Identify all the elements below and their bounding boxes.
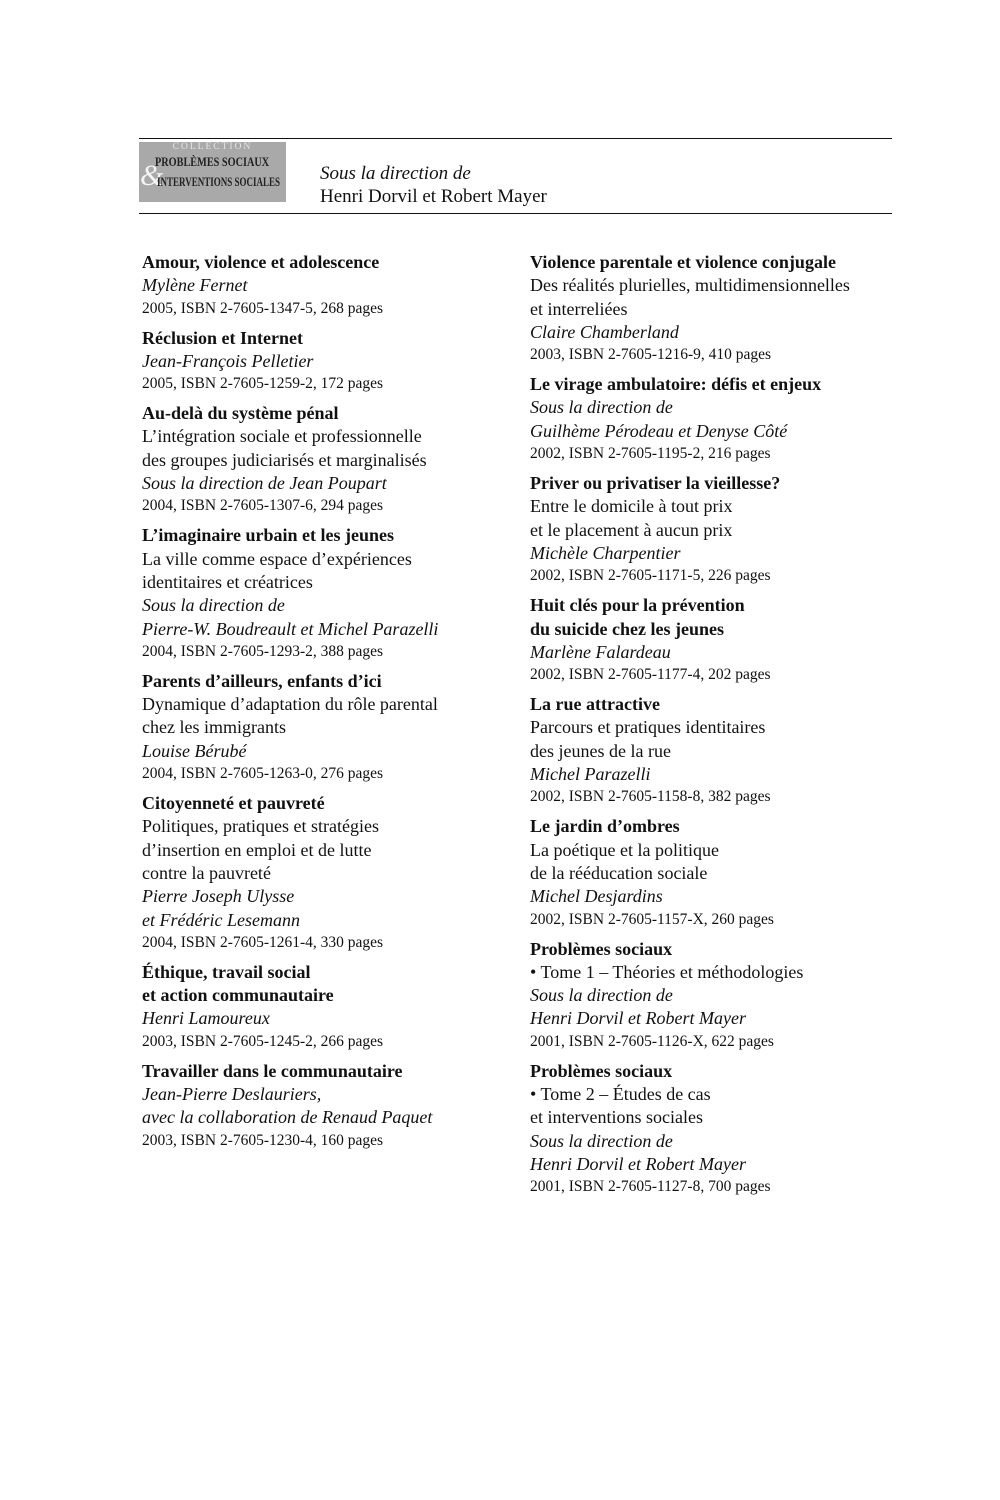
book-title: Éthique, travail social (142, 961, 311, 982)
book-subtitle: Entre le domicile à tout prix (530, 496, 733, 517)
book-title: Huit clés pour la prévention (530, 595, 745, 616)
logo-collection-text: COLLECTION (172, 142, 253, 152)
book-entry (142, 961, 502, 1052)
book-publication-info: 2002, ISBN 2-7605-1195-2, 216 pages (530, 445, 771, 463)
book-author: Michel Desjardins (530, 886, 663, 907)
book-subtitle: Des réalités plurielles, multidimensionnelles (530, 275, 850, 296)
book-entry (142, 327, 502, 395)
book-subtitle: identitaires et créatrices (142, 571, 313, 592)
book-entry (142, 792, 502, 953)
book-title: Parents d’ailleurs, enfants d’ici (142, 670, 382, 691)
collection-logo (139, 142, 286, 202)
book-title: du suicide chez les jeunes (530, 618, 725, 639)
book-author: Sous la direction de (530, 1130, 673, 1151)
book-subtitle: Dynamique d’adaptation du rôle parental (142, 694, 438, 715)
book-entry (530, 1060, 890, 1197)
book-title: L’imaginaire urbain et les jeunes (142, 525, 395, 546)
book-entry (530, 938, 890, 1052)
book-subtitle: • Tome 2 – Études de cas (530, 1084, 711, 1105)
logo-line-1: PROBLÈMES SOCIAUX (155, 155, 270, 169)
header-bottom-rule (139, 213, 892, 214)
book-title: Le virage ambulatoire: défis et enjeux (530, 374, 822, 395)
book-author: Marlène Falardeau (530, 641, 671, 662)
book-publication-info: 2004, ISBN 2-7605-1261-4, 330 pages (142, 933, 384, 951)
book-title: Citoyenneté et pauvreté (142, 793, 325, 814)
book-title: Problèmes sociaux (530, 938, 673, 959)
book-publication-info: 2005, ISBN 2-7605-1259-2, 172 pages (142, 375, 384, 393)
book-entry (530, 373, 890, 464)
logo-line-2: INTERVENTIONS SOCIALES (157, 175, 280, 189)
book-subtitle: Politiques, pratiques et stratégies (142, 816, 379, 837)
book-subtitle: chez les immigrants (142, 717, 286, 738)
right-column (530, 251, 890, 1205)
book-entry (530, 251, 890, 365)
book-author: Pierre-W. Boudreault et Michel Parazelli (142, 618, 439, 639)
book-entry (530, 472, 890, 586)
book-publication-info: 2003, ISBN 2-7605-1216-9, 410 pages (530, 346, 772, 364)
book-title: Le jardin d’ombres (530, 816, 680, 837)
book-author: Guilhème Pérodeau et Denyse Côté (530, 420, 788, 441)
book-publication-info: 2002, ISBN 2-7605-1177-4, 202 pages (530, 666, 771, 684)
book-subtitle: • Tome 1 – Théories et méthodologies (530, 961, 804, 982)
book-publication-info: 2002, ISBN 2-7605-1158-8, 382 pages (530, 788, 771, 806)
book-author: Claire Chamberland (530, 321, 679, 342)
book-subtitle: L’intégration sociale et professionnelle (142, 426, 422, 447)
book-title: Violence parentale et violence conjugale (530, 252, 836, 272)
book-author: Pierre Joseph Ulysse (142, 886, 295, 907)
book-author: Jean-Pierre Deslauriers, (142, 1084, 322, 1105)
book-entry (142, 1060, 502, 1151)
book-publication-info: 2002, ISBN 2-7605-1157-X, 260 pages (530, 910, 774, 928)
book-subtitle: La poétique et la politique (530, 839, 719, 860)
book-entry (142, 251, 502, 319)
book-title: Au-delà du système pénal (142, 403, 339, 424)
book-entry (142, 402, 502, 516)
header-direction (320, 162, 547, 208)
book-subtitle: contre la pauvreté (142, 862, 271, 883)
book-publication-info: 2003, ISBN 2-7605-1230-4, 160 pages (142, 1131, 384, 1149)
book-publication-info: 2003, ISBN 2-7605-1245-2, 266 pages (142, 1032, 384, 1050)
book-entry (530, 594, 890, 685)
book-title: Priver ou privatiser la vieillesse? (530, 473, 781, 494)
book-subtitle: des groupes judiciarisés et marginalisés (142, 449, 427, 470)
header-top-rule (139, 138, 892, 139)
book-author: et Frédéric Lesemann (142, 909, 300, 930)
book-subtitle: et interventions sociales (530, 1107, 703, 1128)
book-publication-info: 2004, ISBN 2-7605-1293-2, 388 pages (142, 642, 384, 660)
book-title: Réclusion et Internet (142, 327, 303, 348)
book-entry (142, 524, 502, 661)
book-subtitle: et interreliées (530, 298, 628, 319)
book-publication-info: 2001, ISBN 2-7605-1126-X, 622 pages (530, 1032, 774, 1050)
editors: Henri Dorvil et Robert Mayer (320, 186, 547, 207)
book-title: La rue attractive (530, 694, 660, 715)
book-author: Jean-François Pelletier (142, 350, 314, 371)
book-author: Louise Bérubé (142, 740, 247, 761)
book-subtitle: des jeunes de la rue (530, 740, 671, 761)
book-subtitle: Parcours et pratiques identitaires (530, 717, 766, 738)
book-subtitle: et le placement à aucun prix (530, 519, 733, 540)
book-title: Amour, violence et adolescence (142, 252, 380, 272)
book-entry (530, 693, 890, 807)
book-author: Sous la direction de Jean Poupart (142, 473, 387, 494)
book-author: Henri Lamoureux (142, 1008, 270, 1029)
book-entry (530, 815, 890, 929)
left-column (142, 251, 502, 1159)
book-publication-info: 2005, ISBN 2-7605-1347-5, 268 pages (142, 299, 384, 317)
book-author: Henri Dorvil et Robert Mayer (530, 1008, 746, 1029)
book-publication-info: 2004, ISBN 2-7605-1263-0, 276 pages (142, 765, 384, 783)
book-author: Sous la direction de (142, 595, 285, 616)
book-publication-info: 2002, ISBN 2-7605-1171-5, 226 pages (530, 567, 771, 585)
book-author: Michèle Charpentier (530, 542, 681, 563)
book-publication-info: 2001, ISBN 2-7605-1127-8, 700 pages (530, 1178, 771, 1196)
direction-label: Sous la direction de (320, 163, 471, 184)
book-author: Sous la direction de (530, 985, 673, 1006)
book-author: Mylène Fernet (142, 275, 248, 296)
book-subtitle: d’insertion en emploi et de lutte (142, 839, 372, 860)
book-publication-info: 2004, ISBN 2-7605-1307-6, 294 pages (142, 497, 384, 515)
book-author: Michel Parazelli (530, 764, 651, 785)
logo-ampersand: & (140, 159, 164, 192)
book-author: Sous la direction de (530, 397, 673, 418)
book-entry (142, 670, 502, 784)
book-title: et action communautaire (142, 985, 334, 1006)
book-title: Problèmes sociaux (530, 1060, 673, 1081)
book-author: Henri Dorvil et Robert Mayer (530, 1153, 746, 1174)
book-title: Travailler dans le communautaire (142, 1060, 403, 1081)
book-subtitle: de la rééducation sociale (530, 862, 708, 883)
book-subtitle: La ville comme espace d’expériences (142, 548, 412, 569)
book-author: avec la collaboration de Renaud Paquet (142, 1107, 433, 1128)
